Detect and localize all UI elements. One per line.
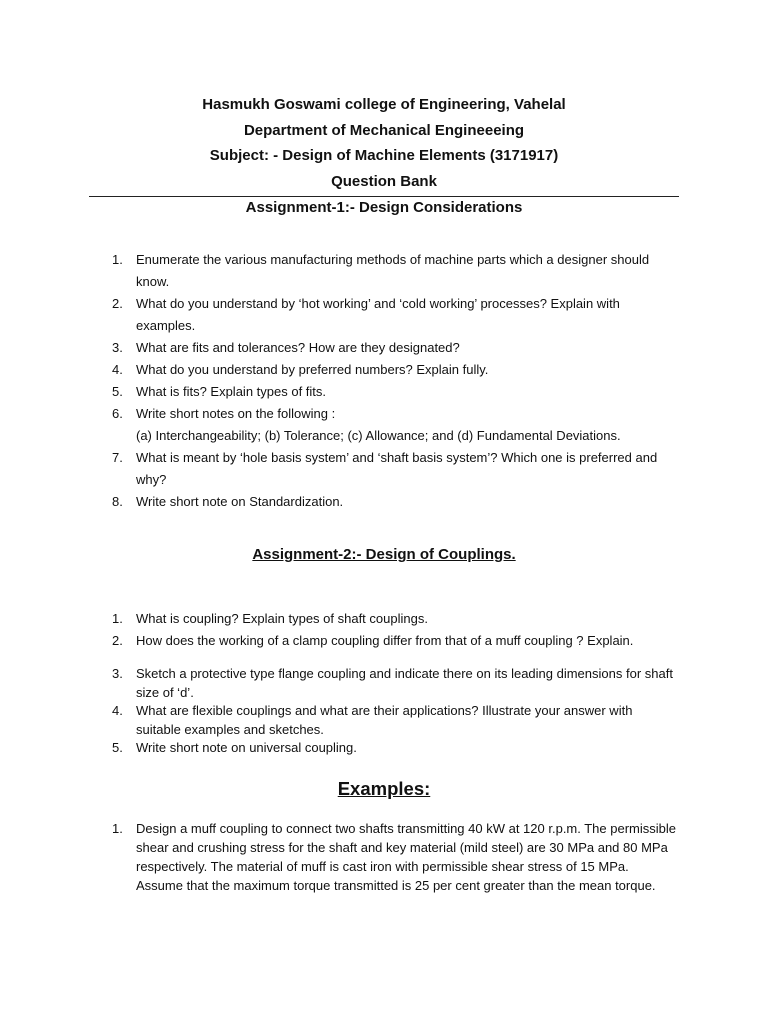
list-item: 1. Enumerate the various manufacturing methods of machine parts which a designer should know. xyxy=(112,252,650,289)
assignment1-title: Assignment-1:- Design Considerations xyxy=(245,199,523,216)
subject-line: Subject: - Design of Machine Elements (3171917) xyxy=(209,147,559,164)
examples-list xyxy=(0,819,676,895)
assignment2-title: Assignment-2:- Design of Couplings. xyxy=(252,546,516,563)
department-name: Department of Mechanical Engineeeing xyxy=(243,121,525,139)
examples-title: Examples: xyxy=(337,778,431,799)
doc-type: Question Bank xyxy=(331,172,437,190)
list-item: 5. What is fits? Explain types of fits. xyxy=(112,384,327,399)
document-header xyxy=(0,92,768,194)
list-item: 1. What is coupling? Explain types of shaft couplings. xyxy=(112,611,428,626)
list-item: 5. Write short note on universal coupling. xyxy=(112,740,357,755)
assignment1-list xyxy=(0,249,676,513)
list-item: 2. What do you understand by ‘hot working’ and ‘cold working’ processes? Explain with examples. xyxy=(112,296,620,333)
list-subitem: (a) Interchangeability; (b) Tolerance; (c) Allowance; and (d) Fundamental Deviations. xyxy=(136,428,621,443)
college-name: Hasmukh Goswami college of Engineering, Vahelal xyxy=(202,96,566,113)
list-item: 4. What do you understand by preferred numbers? Explain fully. xyxy=(112,362,489,377)
list-item: 6. Write short notes on the following : (a) Interchangeability; (b) Tolerance; (c) Allowance; and (d) Fundamental Deviations. xyxy=(0,403,676,447)
list-item: 1. Design a muff coupling to connect two shafts transmitting 40 kW at 120 r.p.m. The permissible shear and crushing stress for the shaft and key material (mild steel) are 30 MPa and 80 MPa respectively. The material of muff is cast iron with permissible shear stress of 15 MPa. Assume that the maximum torque transmitted is 25 per cent greater than the mean torque. xyxy=(112,821,677,893)
list-item: 4. What are flexible couplings and what are their applications? Illustrate your answer with suitable examples and sketches. xyxy=(112,703,633,737)
assignment2-list xyxy=(0,610,676,758)
list-item: 3. What are fits and tolerances? How are they designated? xyxy=(112,340,460,355)
list-item: 7. What is meant by ‘hole basis system’ and ‘shaft basis system’? Which one is preferred and why? xyxy=(112,450,658,487)
list-item: 3. Sketch a protective type flange coupling and indicate there on its leading dimensions for shaft size of ‘d’. xyxy=(112,666,673,700)
list-item: 2. How does the working of a clamp coupling differ from that of a muff coupling ? Explain. xyxy=(112,632,634,648)
list-item: 8. Write short note on Standardization. xyxy=(112,494,344,509)
